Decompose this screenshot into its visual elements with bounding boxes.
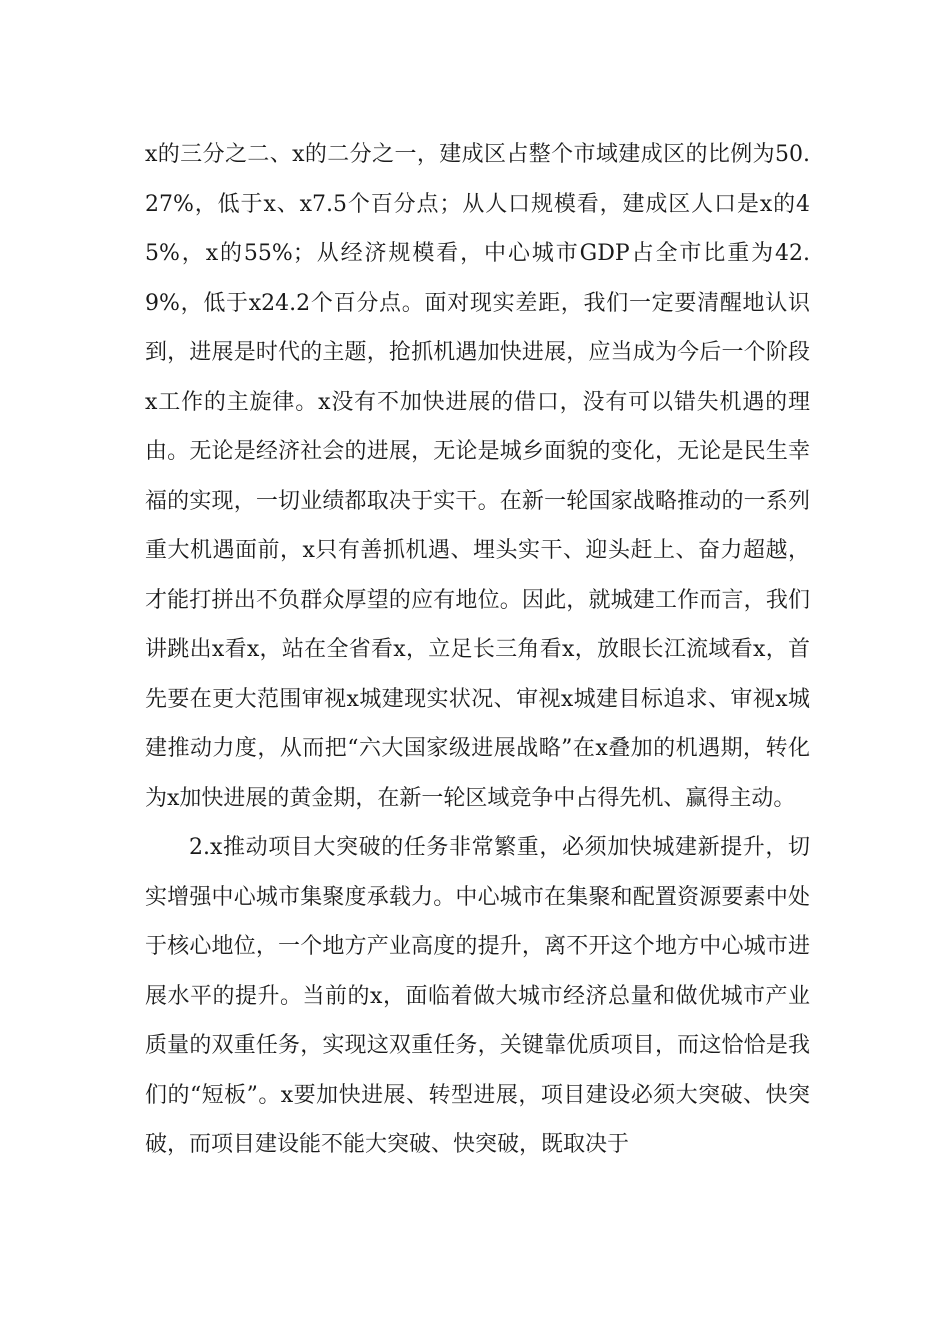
paragraph-section-2: 2.x推动项目大突破的任务非常繁重，必须加快城建新提升，切实增强中心城市集聚度承载力。中心城市在集聚和配置资源要素中处于核心地位，一个地方产业高度的提升，离不开这个地方中心城市进展水平的提升。当前的x，面临着做大城市经济总量和做优城市产业质量的双重任务，实现这双重任务，关键靠优质项目，而这恰恰是我们的“短板”。x要加快进展、转型进展，项目建设必须大突破、快突破，而项目建设能不能大突破、快突破，既取决于: [145, 835, 810, 1157]
document-body: [145, 130, 810, 1170]
paragraph-continued: x的三分之二、x的二分之一，建成区占整个市域建成区的比例为50.27%，低于x、x7.5个百分点；从人口规模看，建成区人口是x的45%，x的55%；从经济规模看，中心城市GDP占全市比重为42.9%，低于x24.2个百分点。面对现实差距，我们一定要清醒地认识到，进展是时代的主题，抢抓机遇加快进展，应当成为今后一个阶段x工作的主旋律。x没有不加快进展的借口，没有可以错失机遇的理由。无论是经济社会的进展，无论是城乡面貌的变化，无论是民生幸福的实现，一切业绩都取决于实干。在新一轮国家战略推动的一系列重大机遇面前，x只有善抓机遇、埋头实干、迎头赶上、奋力超越，才能打拼出不负群众厚望的应有地位。因此，就城建工作而言，我们讲跳出x看x，站在全省看x，立足长三角看x，放眼长江流域看x，首先要在更大范围审视x城建现实状况、审视x城建目标追求、审视x城建推动力度，从而把“六大国家级进展战略”在x叠加的机遇期，转化为x加快进展的黄金期，在新一轮区域竞争中占得先机、赢得主动。: [145, 142, 810, 811]
